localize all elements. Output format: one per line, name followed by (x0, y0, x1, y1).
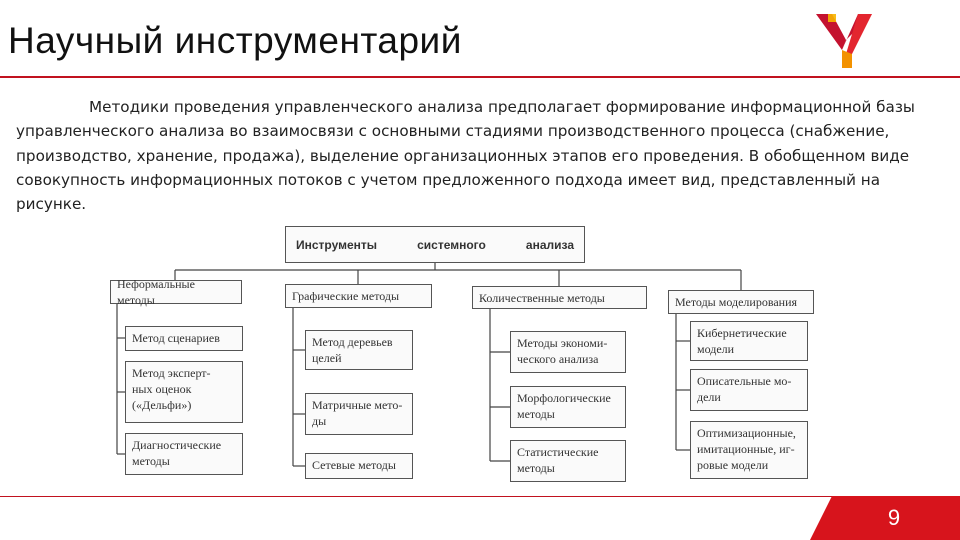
root-word-2: системного (417, 237, 486, 252)
category-modeling: Методы моделирования (668, 290, 814, 314)
method-scenarios: Метод сценариев (125, 326, 243, 351)
category-informal: Неформальные методы (110, 280, 242, 304)
diagram-root (285, 226, 585, 263)
methods-diagram (105, 223, 820, 491)
method-goal-trees: Метод деревьев целей (305, 330, 413, 370)
method-diagnostic: Диагностические методы (125, 433, 243, 475)
model-optimization: Оптимизационные, имитационные, иг- ровые модели (690, 421, 808, 479)
footer-divider (0, 496, 960, 497)
category-graphic: Графические методы (285, 284, 432, 308)
intro-paragraph: Методики проведения управленческого анализа предполагает формирование информационной базы управленческого анализа во взаимосвязи с основными стадиями производственного процесса (снабжение, производство, хранение, продажа), выделение организационных этапов его проведения. В обобщенном виде совокупность информационных потоков с учетом предложенного подхода имеет вид, представленный на рисунке. (16, 98, 915, 214)
category-quantitative: Количественные методы (472, 286, 647, 309)
page-number: 9 (887, 505, 901, 530)
method-network: Сетевые методы (305, 453, 413, 479)
root-word-3: анализа (525, 237, 574, 252)
title-divider (0, 76, 960, 78)
slide-title: Научный инструментарий (8, 20, 462, 61)
method-expert-delphi: Метод эксперт- ных оценок («Дельфи») (125, 361, 243, 423)
model-cybernetic: Кибернетические модели (690, 321, 808, 361)
method-economic-analysis: Методы экономи- ческого анализа (510, 331, 626, 373)
method-morphological: Морфологические методы (510, 386, 626, 428)
root-word-1: Инструменты (296, 237, 378, 252)
method-statistical: Статистические методы (510, 440, 626, 482)
model-descriptive: Описательные мо- дели (690, 369, 808, 411)
university-logo-icon (812, 10, 876, 72)
method-matrix: Матричные мето- ды (305, 393, 413, 435)
